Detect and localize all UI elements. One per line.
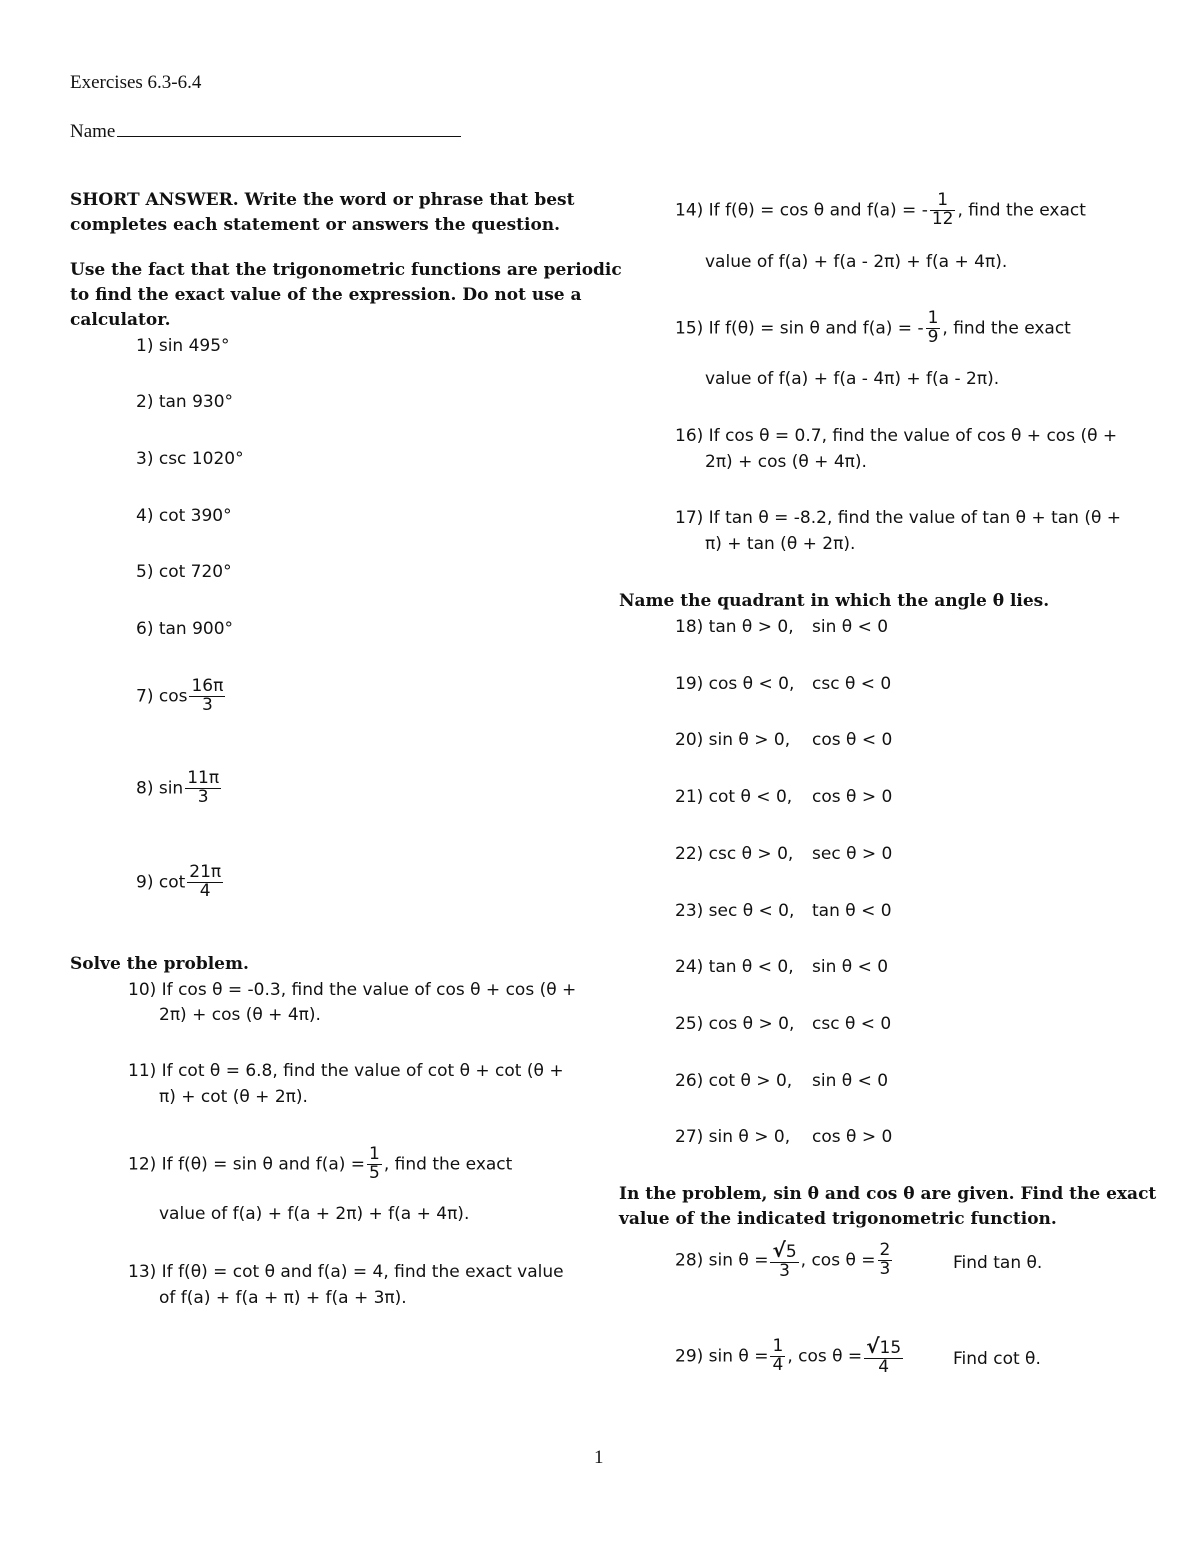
problem-7: 7) cos $\frac{16\pi}{3}$ xyxy=(136,676,224,715)
problem-29: 29) sin θ = $\frac{1}{4}$ , cos θ = $\frac{√15}{4}$ xyxy=(675,1334,902,1377)
quadrant-problem-26: 26) cot θ > 0, xyxy=(675,1071,793,1091)
problem-16-cont: 2π) + cos (θ + 4π). xyxy=(705,452,867,472)
quadrant-problem-19: 19) cos θ < 0, xyxy=(675,674,795,694)
quadrant-condition-24: sin θ < 0 xyxy=(812,957,889,977)
problem-13: 13) If f(θ) = cot θ and f(a) = 4, find the exact value xyxy=(128,1262,564,1282)
periodic-instruction-2: to find the exact value of the expression. Do not use a xyxy=(70,285,582,305)
fraction: $\frac{1}{4}$ xyxy=(772,1336,784,1375)
problem-11: 11) If cot θ = 6.8, find the value of cot θ + cot (θ + xyxy=(128,1061,564,1081)
name-label: Name xyxy=(70,121,116,142)
problem-13-cont: of f(a) + f(a + π) + f(a + 3π). xyxy=(159,1288,407,1308)
problem-12: 12) If f(θ) = sin θ and f(a) = $\frac{1}{5}$ , find the exact xyxy=(128,1144,513,1183)
fraction: $\frac{21\pi}{4}$ xyxy=(189,862,222,901)
page-title: Exercises 6.3-6.4 xyxy=(70,72,202,93)
quadrant-problem-25: 25) cos θ > 0, xyxy=(675,1014,795,1034)
fraction: $\frac{1}{12}$ xyxy=(931,190,954,229)
problem-28-find: Find tan θ. xyxy=(953,1253,1043,1273)
problem-14: 14) If f(θ) = cos θ and f(a) = - $\frac{1}{12}$ , find the exact xyxy=(675,190,1086,229)
quadrant-condition-21: cos θ > 0 xyxy=(812,787,893,807)
fraction: $\frac{√15}{4}$ xyxy=(866,1334,902,1377)
page-number: 1 xyxy=(594,1447,604,1468)
problem-16: 16) If cos θ = 0.7, find the value of cos θ + cos (θ + xyxy=(675,426,1118,446)
quadrant-condition-25: csc θ < 0 xyxy=(812,1014,892,1034)
quadrant-condition-26: sin θ < 0 xyxy=(812,1071,889,1091)
quadrant-problem-20: 20) sin θ > 0, xyxy=(675,730,791,750)
problem-15-cont: value of f(a) + f(a - 4π) + f(a - 2π). xyxy=(705,369,1000,389)
problem-8: 8) sin $\frac{11\pi}{3}$ xyxy=(136,768,220,807)
name-blank-line xyxy=(117,118,461,137)
problem-14-cont: value of f(a) + f(a - 2π) + f(a + 4π). xyxy=(705,252,1008,272)
problem-17: 17) If tan θ = -8.2, find the value of tan θ + tan (θ + xyxy=(675,508,1122,528)
quadrant-problem-24: 24) tan θ < 0, xyxy=(675,957,794,977)
fraction: $\frac{1}{9}$ xyxy=(927,308,939,347)
sqrt-icon: √ xyxy=(772,1238,786,1262)
quadrant-heading: Name the quadrant in which the angle θ lies. xyxy=(619,591,1050,611)
fraction: $\frac{2}{3}$ xyxy=(879,1240,891,1279)
problem-10: 10) If cos θ = -0.3, find the value of cos θ + cos (θ + xyxy=(128,980,577,1000)
problem-12-cont: value of f(a) + f(a + 2π) + f(a + 4π). xyxy=(159,1204,470,1224)
problem-17-cont: π) + tan (θ + 2π). xyxy=(705,534,856,554)
quadrant-condition-20: cos θ < 0 xyxy=(812,730,893,750)
quadrant-condition-27: cos θ > 0 xyxy=(812,1127,893,1147)
fraction: $\frac{11\pi}{3}$ xyxy=(187,768,220,807)
sqrt-icon: √ xyxy=(866,1334,880,1358)
problem-5: 5) cot 720° xyxy=(136,562,232,582)
given-instruction-1: In the problem, sin θ and cos θ are given. Find the exact xyxy=(619,1184,1157,1204)
given-instruction-2: value of the indicated trigonometric function. xyxy=(619,1209,1057,1229)
problem-2: 2) tan 930° xyxy=(136,392,234,412)
quadrant-problem-22: 22) csc θ > 0, xyxy=(675,844,794,864)
quadrant-problem-27: 27) sin θ > 0, xyxy=(675,1127,791,1147)
problem-1: 1) sin 495° xyxy=(136,336,230,356)
problem-29-find: Find cot θ. xyxy=(953,1349,1041,1369)
problem-15: 15) If f(θ) = sin θ and f(a) = - $\frac{1}{9}$ , find the exact xyxy=(675,308,1071,347)
quadrant-condition-18: sin θ < 0 xyxy=(812,617,889,637)
fraction: $\frac{1}{5}$ xyxy=(369,1144,380,1183)
problem-9: 9) cot $\frac{21\pi}{4}$ xyxy=(136,862,222,901)
problem-6: 6) tan 900° xyxy=(136,619,234,639)
quadrant-condition-19: csc θ < 0 xyxy=(812,674,892,694)
short-answer-instruction-2: completes each statement or answers the question. xyxy=(70,215,561,235)
short-answer-instruction: SHORT ANSWER. Write the word or phrase that best xyxy=(70,190,575,210)
problem-10-cont: 2π) + cos (θ + 4π). xyxy=(159,1005,321,1025)
quadrant-problem-18: 18) tan θ > 0, xyxy=(675,617,794,637)
problem-3: 3) csc 1020° xyxy=(136,449,244,469)
name-field xyxy=(70,118,461,143)
problem-4: 4) cot 390° xyxy=(136,506,232,526)
problem-11-cont: π) + cot (θ + 2π). xyxy=(159,1087,308,1107)
periodic-instruction-3: calculator. xyxy=(70,310,171,330)
fraction: $\frac{16\pi}{3}$ xyxy=(191,676,224,715)
periodic-instruction-1: Use the fact that the trigonometric functions are periodic xyxy=(70,260,622,280)
fraction: $\frac{√5}{3}$ xyxy=(772,1238,797,1281)
quadrant-problem-21: 21) cot θ < 0, xyxy=(675,787,793,807)
quadrant-condition-22: sec θ > 0 xyxy=(812,844,893,864)
solve-heading: Solve the problem. xyxy=(70,954,249,974)
problem-28: 28) sin θ = $\frac{√5}{3}$ , cos θ = $\frac{2}{3}$ xyxy=(675,1238,891,1281)
quadrant-problem-23: 23) sec θ < 0, xyxy=(675,901,795,921)
quadrant-condition-23: tan θ < 0 xyxy=(812,901,892,921)
